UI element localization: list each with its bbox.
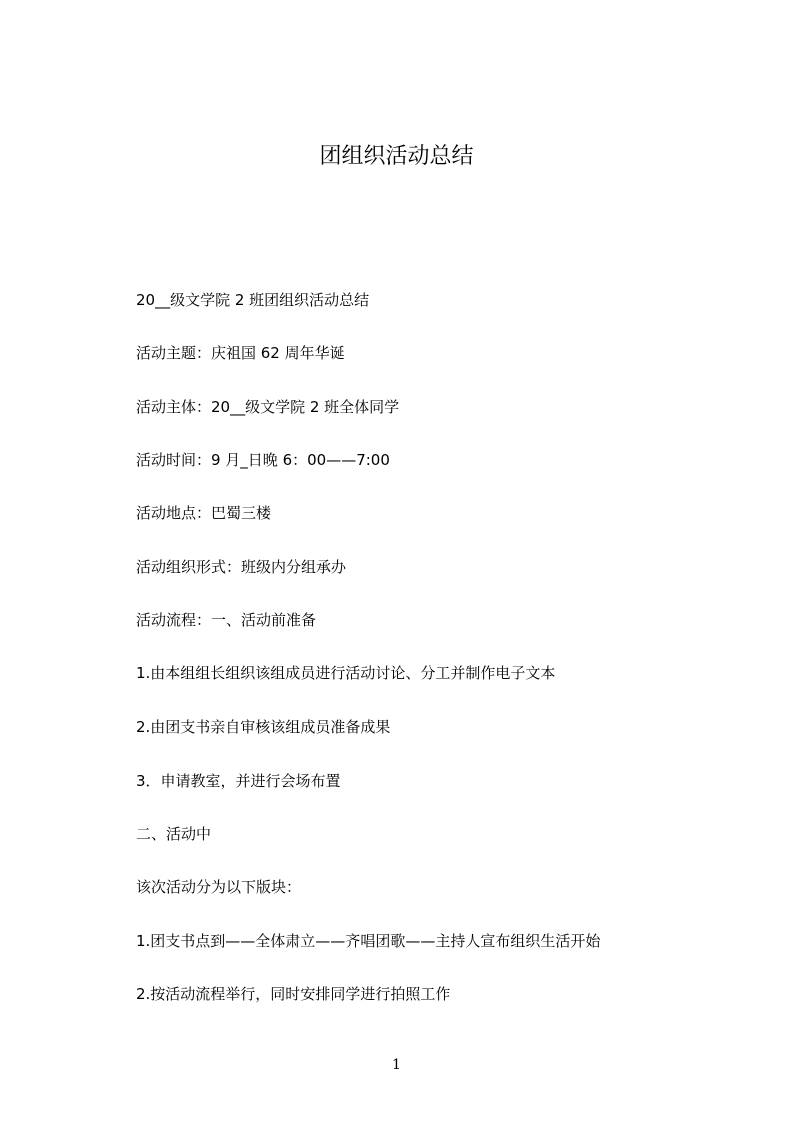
paragraph-step-3: 3．申请教室，并进行会场布置 [136,772,341,790]
paragraph-section-item-1: 1.团支书点到——全体肃立——齐唱团歌——主持人宣布组织生活开始 [136,932,601,950]
document-title: 团组织活动总结 [319,144,474,169]
paragraph-step-2: 2.由团支书亲自审核该组成员准备成果 [136,718,391,736]
paragraph-section-2: 二、活动中 [136,825,212,843]
paragraph-heading: 20__级文学院 2 班团组织活动总结 [136,291,370,309]
paragraph-time: 活动时间：9 月_日晚 6：00——7:00 [136,451,390,469]
paragraph-section-item-2: 2.按活动流程举行，同时安排同学进行拍照工作 [136,985,451,1003]
paragraph-format: 活动组织形式：班级内分组承办 [136,558,347,576]
paragraph-process: 活动流程：一、活动前准备 [136,611,317,629]
paragraph-participants: 活动主体：20__级文学院 2 班全体同学 [136,398,400,416]
paragraph-sections-intro: 该次活动分为以下版块： [136,878,302,896]
page-number: 1 [392,1057,401,1073]
paragraph-theme: 活动主题：庆祖国 62 周年华诞 [136,344,345,362]
paragraph-step-1: 1.由本组组长组织该组成员进行活动讨论、分工并制作电子文本 [136,664,556,682]
paragraph-location: 活动地点：巴蜀三楼 [136,504,272,522]
